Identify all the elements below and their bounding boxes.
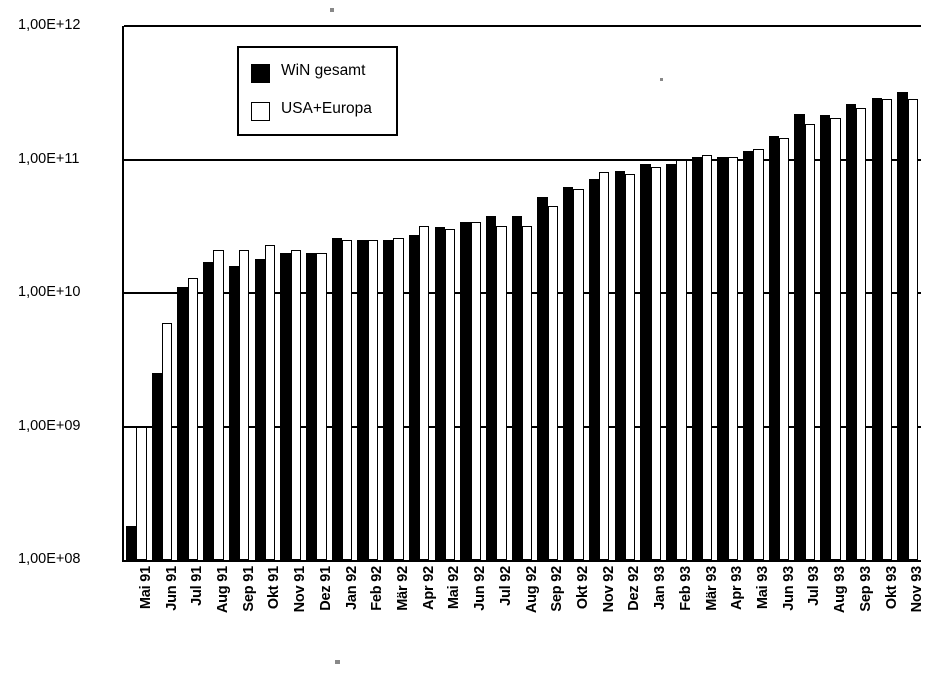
bar-win-gesamt xyxy=(255,259,265,560)
x-axis-tick-label: Mär 92 xyxy=(395,566,412,611)
bar-usa-europa xyxy=(651,167,661,560)
scan-speck xyxy=(660,78,663,81)
bar-group xyxy=(175,26,201,560)
bar-group xyxy=(458,26,484,560)
bar-group xyxy=(535,26,561,560)
bar-win-gesamt xyxy=(280,253,290,560)
bar-usa-europa xyxy=(368,240,378,560)
bar-win-gesamt xyxy=(692,157,702,560)
bar-win-gesamt xyxy=(409,235,419,560)
x-axis-tick-label: Jun 91 xyxy=(163,566,180,611)
bar-win-gesamt xyxy=(460,222,470,560)
x-axis-tick-label: Aug 93 xyxy=(832,566,849,614)
bar-group xyxy=(844,26,870,560)
bar-group xyxy=(767,26,793,560)
bar-group xyxy=(433,26,459,560)
bar-win-gesamt xyxy=(383,240,393,560)
bar-group xyxy=(407,26,433,560)
bar-group xyxy=(895,26,921,560)
bar-win-gesamt xyxy=(563,187,573,560)
bar-usa-europa xyxy=(136,427,146,561)
x-axis-tick-label: Jan 93 xyxy=(652,566,669,610)
x-axis-tick-label: Apr 92 xyxy=(420,566,437,610)
bar-win-gesamt xyxy=(306,253,316,560)
x-axis-tick-label: Okt 93 xyxy=(883,566,900,610)
y-axis-tick-label: 1,00E+11 xyxy=(18,150,80,167)
bar-win-gesamt xyxy=(177,287,187,560)
bar-usa-europa xyxy=(213,250,223,560)
bar-usa-europa xyxy=(471,222,481,560)
bar-usa-europa xyxy=(162,323,172,560)
y-axis-tick-label: 1,00E+08 xyxy=(18,551,81,567)
x-axis-tick-label: Dez 92 xyxy=(626,566,643,611)
bar-group xyxy=(715,26,741,560)
x-axis-tick-label: Jul 92 xyxy=(497,566,514,606)
bar-usa-europa xyxy=(599,172,609,560)
scan-speck xyxy=(330,8,334,12)
x-axis-tick-label: Jul 93 xyxy=(806,566,823,606)
chart-legend xyxy=(237,46,398,136)
x-axis-tick-label: Jul 91 xyxy=(189,566,206,606)
bar-win-gesamt xyxy=(589,179,599,560)
legend-label: WiN gesamt xyxy=(281,62,366,79)
bar-usa-europa xyxy=(573,189,583,560)
x-axis-tick-label: Aug 92 xyxy=(523,566,540,614)
x-axis-tick-label: Mai 93 xyxy=(754,566,771,610)
bar-win-gesamt xyxy=(512,216,522,560)
x-axis-tick-label: Jan 92 xyxy=(343,566,360,610)
x-axis-tick-label: Mai 91 xyxy=(137,566,154,610)
bar-usa-europa xyxy=(419,226,429,560)
bar-usa-europa xyxy=(265,245,275,560)
x-axis-tick-label: Sep 92 xyxy=(549,566,566,612)
bar-win-gesamt xyxy=(435,227,445,560)
scan-speck xyxy=(335,660,340,664)
x-axis-tick-label: Feb 93 xyxy=(677,566,694,611)
bar-usa-europa xyxy=(625,174,635,560)
bar-win-gesamt xyxy=(640,164,650,560)
bar-usa-europa xyxy=(342,240,352,560)
x-axis-tick-label: Okt 91 xyxy=(266,566,283,610)
bar-usa-europa xyxy=(548,206,558,560)
bar-usa-europa xyxy=(393,238,403,560)
bar-group xyxy=(150,26,176,560)
bar-group xyxy=(124,26,150,560)
bar-usa-europa xyxy=(702,155,712,560)
bar-win-gesamt xyxy=(794,114,804,560)
x-axis-tick-label: Mai 92 xyxy=(446,566,463,610)
bar-group xyxy=(561,26,587,560)
bar-win-gesamt xyxy=(203,262,213,560)
bar-group xyxy=(484,26,510,560)
bar-win-gesamt xyxy=(332,238,342,560)
bar-usa-europa xyxy=(753,149,763,560)
bar-win-gesamt xyxy=(615,171,625,560)
bar-group xyxy=(792,26,818,560)
bar-group xyxy=(664,26,690,560)
bar-group xyxy=(587,26,613,560)
x-axis-tick-label: Jun 93 xyxy=(780,566,797,611)
bar-win-gesamt xyxy=(357,240,367,560)
bar-group xyxy=(818,26,844,560)
legend-swatch-icon xyxy=(251,102,270,121)
bar-usa-europa xyxy=(239,250,249,560)
bar-win-gesamt xyxy=(126,526,136,560)
x-axis-tick-label: Nov 92 xyxy=(600,566,617,613)
bar-usa-europa xyxy=(522,226,532,560)
bar-win-gesamt xyxy=(897,92,907,560)
bar-usa-europa xyxy=(316,253,326,560)
legend-label: USA+Europa xyxy=(281,100,372,117)
bar-usa-europa xyxy=(805,124,815,560)
bar-group xyxy=(612,26,638,560)
bar-win-gesamt xyxy=(486,216,496,560)
x-axis-tick-label: Nov 93 xyxy=(909,566,926,613)
bar-usa-europa xyxy=(882,99,892,560)
legend-swatch-icon xyxy=(251,64,270,83)
bar-usa-europa xyxy=(728,157,738,560)
bar-usa-europa xyxy=(856,108,866,560)
bar-group xyxy=(638,26,664,560)
bar-win-gesamt xyxy=(229,266,239,560)
bar-win-gesamt xyxy=(666,164,676,560)
x-axis-tick-label: Apr 93 xyxy=(729,566,746,610)
bar-win-gesamt xyxy=(846,104,856,560)
bar-group xyxy=(201,26,227,560)
bar-usa-europa xyxy=(779,138,789,560)
bar-usa-europa xyxy=(830,118,840,560)
bar-win-gesamt xyxy=(820,115,830,560)
x-axis-tick-label: Dez 91 xyxy=(317,566,334,611)
x-axis-tick-label: Sep 91 xyxy=(240,566,257,612)
bar-usa-europa xyxy=(445,229,455,560)
bar-group xyxy=(690,26,716,560)
x-axis-tick-label: Feb 92 xyxy=(369,566,386,611)
bar-win-gesamt xyxy=(537,197,547,560)
y-axis-tick-label: 1,00E+09 xyxy=(18,417,81,434)
bar-usa-europa xyxy=(291,250,301,560)
bar-win-gesamt xyxy=(769,136,779,560)
x-axis-tick-label: Aug 91 xyxy=(215,566,232,614)
bar-usa-europa xyxy=(188,278,198,560)
x-axis-tick-label: Jun 92 xyxy=(472,566,489,611)
bar-win-gesamt xyxy=(717,157,727,560)
bar-usa-europa xyxy=(676,160,686,561)
bar-usa-europa xyxy=(496,226,506,560)
y-axis-tick-label: 1,00E+12 xyxy=(18,17,81,33)
x-axis-tick-label: Mär 93 xyxy=(703,566,720,611)
bar-group xyxy=(870,26,896,560)
x-axis-tick-label: Nov 91 xyxy=(292,566,309,613)
bar-win-gesamt xyxy=(743,151,753,560)
x-axis-tick-label: Okt 92 xyxy=(575,566,591,610)
bar-win-gesamt xyxy=(152,373,162,560)
bar-win-gesamt xyxy=(872,98,882,560)
bar-group xyxy=(510,26,536,560)
y-axis-tick-label: 1,00E+10 xyxy=(18,284,81,300)
bar-group xyxy=(741,26,767,560)
x-axis-tick-label: Sep 93 xyxy=(857,566,874,612)
bar-usa-europa xyxy=(908,99,918,560)
